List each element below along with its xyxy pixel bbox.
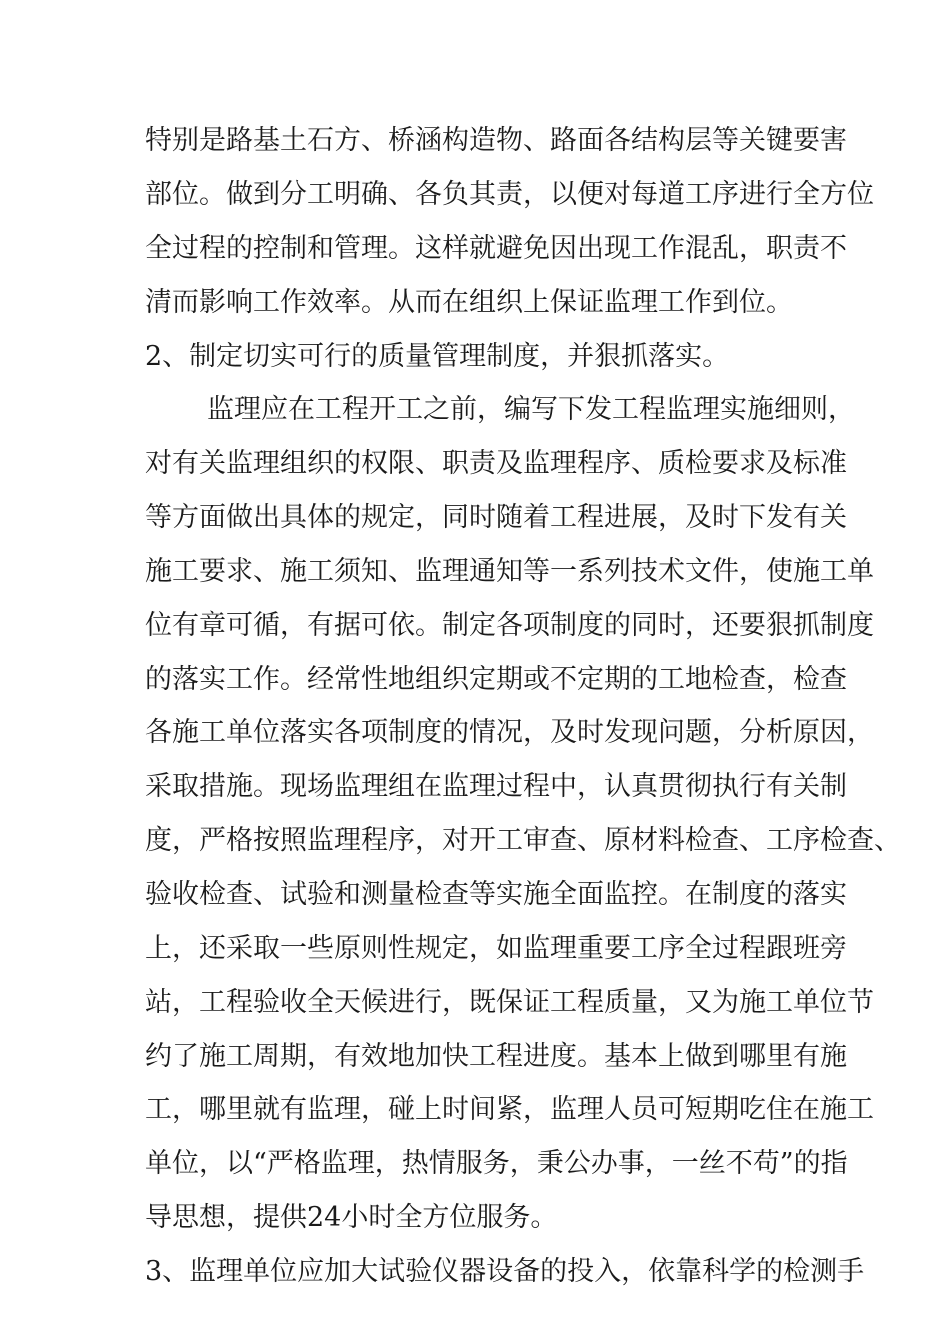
text-line: 位有章可循，有据可依。制定各项制度的同时，还要狠抓制度	[145, 610, 874, 641]
text-line: 度，严格按照监理程序，对开工审查、原材料检查、工序检查、	[145, 825, 901, 856]
text-line: 约了施工周期，有效地加快工程进度。基本上做到哪里有施	[145, 1041, 847, 1072]
text-line: 全过程的控制和管理。这样就避免因出现工作混乱，职责不	[145, 233, 847, 264]
text-line: 特别是路基土石方、桥涵构造物、路面各结构层等关键要害	[145, 125, 847, 156]
text-line: 对有关监理组织的权限、职责及监理程序、质检要求及标准	[145, 448, 847, 479]
text-line: 上，还采取一些原则性规定，如监理重要工序全过程跟班旁	[145, 933, 847, 964]
text-line: 各施工单位落实各项制度的情况，及时发现问题，分析原因，	[145, 717, 874, 748]
text-line: 施工要求、施工须知、监理通知等一系列技术文件，使施工单	[145, 556, 874, 587]
text-line: 工，哪里就有监理，碰上时间紧，监理人员可短期吃住在施工	[145, 1094, 874, 1125]
paragraph-first-line: 监理应在工程开工之前，编写下发工程监理实施细则，	[207, 394, 855, 425]
section-heading-3: 3、监理单位应加大试验仪器设备的投入，依靠科学的检测手	[145, 1256, 865, 1287]
section-heading-2: 2、制定切实可行的质量管理制度，并狠抓落实。	[145, 341, 730, 372]
text-line: 部位。做到分工明确、各负其责，以便对每道工序进行全方位	[145, 179, 874, 210]
text-line: 清而影响工作效率。从而在组织上保证监理工作到位。	[145, 287, 793, 318]
text-line: 站，工程验收全天候进行，既保证工程质量，又为施工单位节	[145, 987, 874, 1018]
text-line: 等方面做出具体的规定，同时随着工程进展，及时下发有关	[145, 502, 847, 533]
text-line: 验收检查、试验和测量检查等实施全面监控。在制度的落实	[145, 879, 847, 910]
text-line: 的落实工作。经常性地组织定期或不定期的工地检查，检查	[145, 664, 847, 695]
text-line: 采取措施。现场监理组在监理过程中，认真贯彻执行有关制	[145, 771, 847, 802]
text-line: 导思想，提供24小时全方位服务。	[145, 1202, 558, 1233]
text-line: 单位，以“严格监理，热情服务，秉公办事，一丝不苟”的指	[145, 1148, 848, 1179]
